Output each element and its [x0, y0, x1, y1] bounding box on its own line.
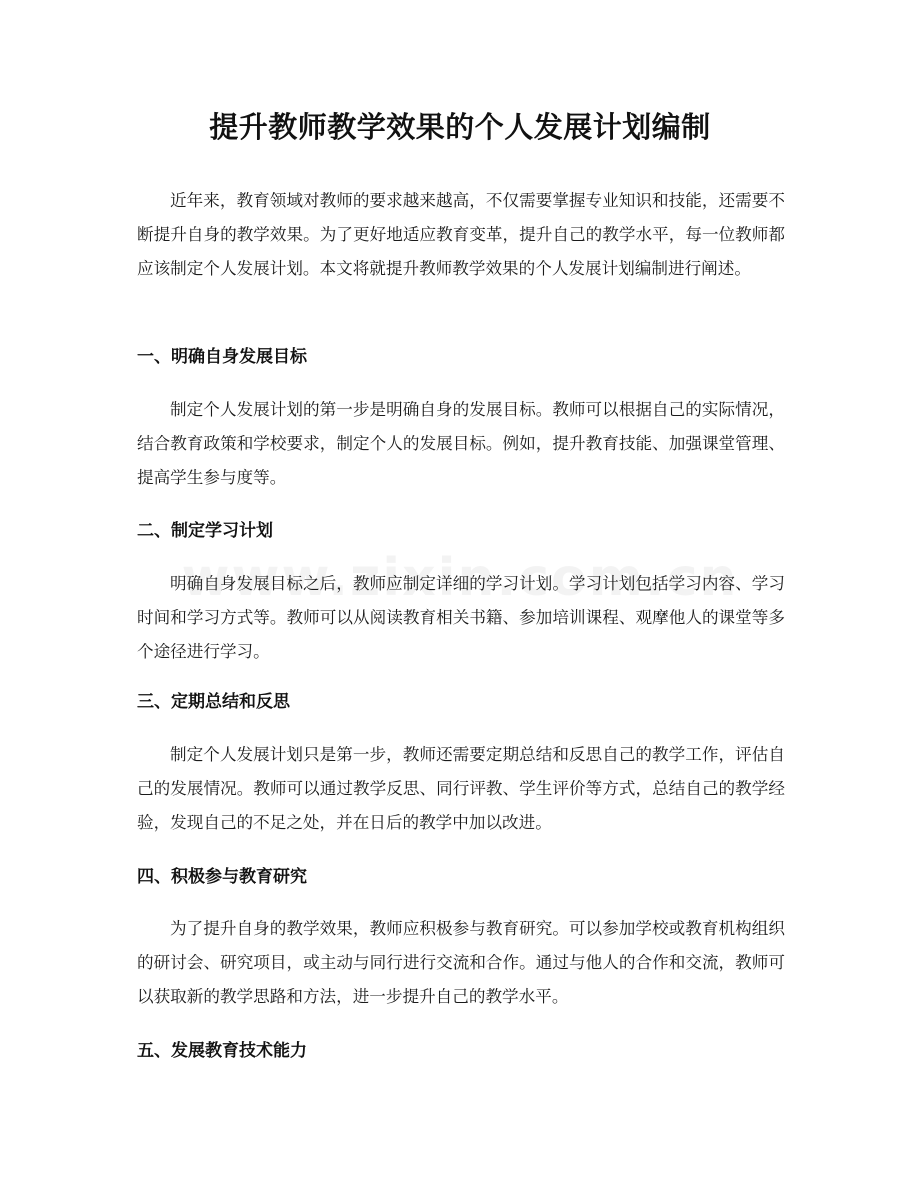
- section-1-body: 制定个人发展计划的第一步是明确自身的发展目标。教师可以根据自己的实际情况，结合教育政策和学校要求，制定个人的发展目标。例如，提升教育技能、加强课堂管理、提高学生参与度等。: [137, 400, 785, 487]
- section-3-heading: 三、定期总结和反思: [137, 692, 290, 712]
- section-2-body: 明确自身发展目标之后，教师应制定详细的学习计划。学习计划包括学习内容、学习时间和学习方式等。教师可以从阅读教育相关书籍、参加培训课程、观摩他人的课堂等多个途径进行学习。: [137, 574, 785, 661]
- section-4-heading: 四、积极参与教育研究: [137, 867, 307, 887]
- section-3-body: 制定个人发展计划只是第一步，教师还需要定期总结和反思自己的教学工作，评估自己的发展情况。教师可以通过教学反思、同行评教、学生评价等方式，总结自己的教学经验，发现自己的不足之处，并在日后的教学中加以改进。: [137, 745, 785, 832]
- section-2-heading: 二、制定学习计划: [137, 521, 273, 541]
- document-title: 提升教师教学效果的个人发展计划编制: [209, 110, 711, 144]
- section-5-heading: 五、发展教育技术能力: [137, 1041, 307, 1061]
- section-4-body: 为了提升自身的教学效果，教师应积极参与教育研究。可以参加学校或教育机构组织的研讨会、研究项目，或主动与同行进行交流和合作。通过与他人的合作和交流，教师可以获取新的教学思路和方法，进一步提升自己的教学水平。: [137, 919, 785, 1006]
- section-1-heading: 一、明确自身发展目标: [137, 347, 307, 367]
- intro-paragraph: 近年来，教育领域对教师的要求越来越高，不仅需要掌握专业知识和技能，还需要不断提升自身的教学效果。为了更好地适应教育变革，提升自己的教学水平，每一位教师都应该制定个人发展计划。本文将就提升教师教学效果的个人发展计划编制进行阐述。: [137, 191, 785, 278]
